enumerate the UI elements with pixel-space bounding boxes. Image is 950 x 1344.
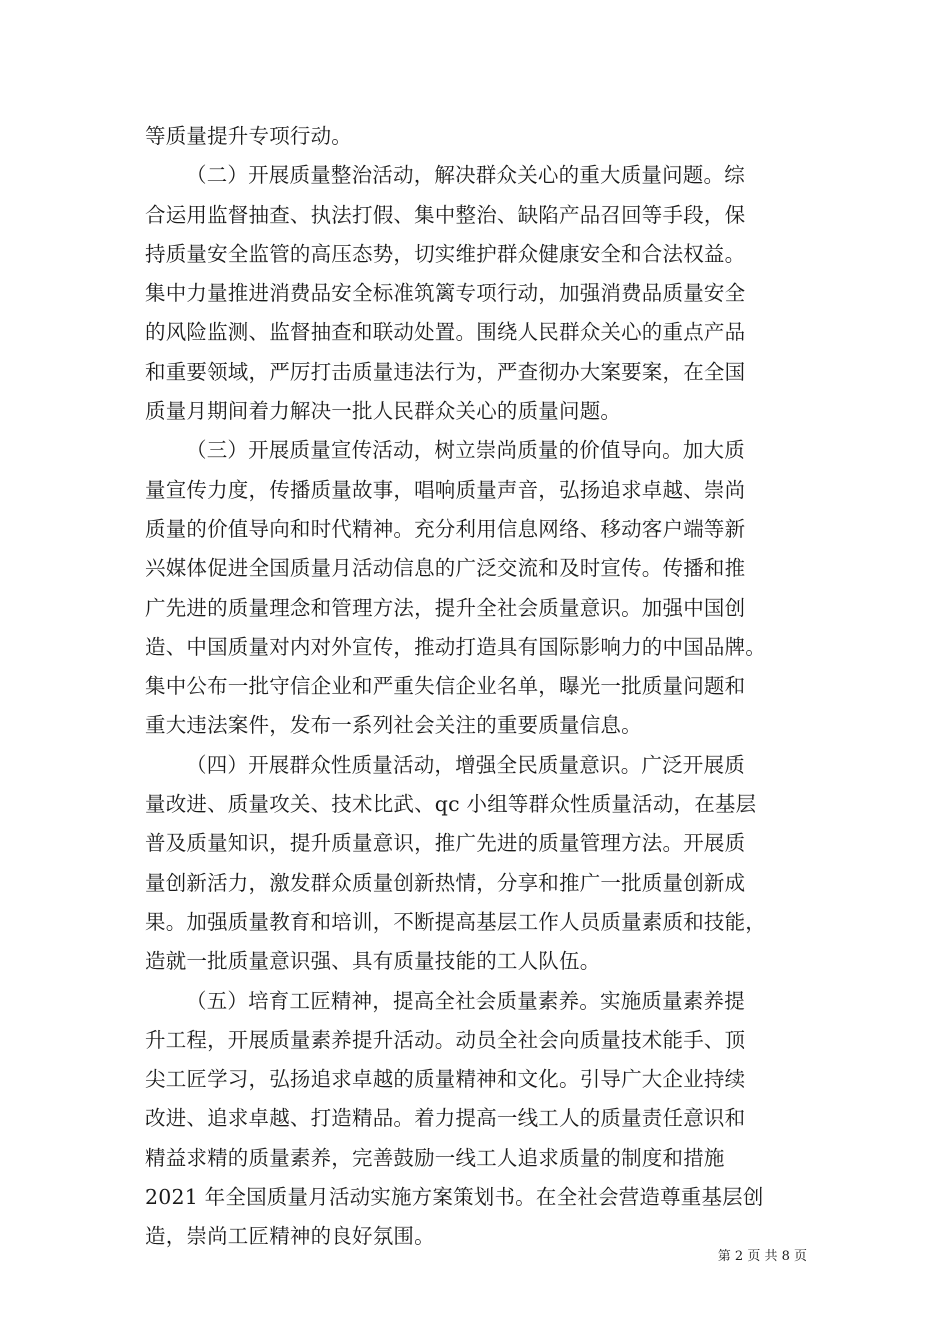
text-line: 2021 年全国质量月活动实施方案策划书。在全社会营造尊重基层创	[145, 1185, 764, 1210]
text-line: 合运用监督抽查、执法打假、集中整治、缺陷产品召回等手段，保	[145, 202, 746, 227]
text-line: 和重要领域，严厉打击质量违法行为，严查彻办大案要案，在全国	[145, 359, 746, 384]
text-line: 量创新活力，激发群众质量创新热情，分享和推广一批质量创新成	[145, 870, 746, 895]
text-line: （三）开展质量宣传活动，树立崇尚质量的价值导向。加大质	[186, 438, 745, 463]
text-line: 集中力量推进消费品安全标准筑篱专项行动，加强消费品质量安全	[145, 281, 746, 306]
text-line: 重大违法案件，发布一系列社会关注的重要质量信息。	[145, 713, 642, 738]
document-body	[145, 117, 813, 1257]
text-line: 升工程，开展质量素养提升活动。动员全社会向质量技术能手、顶	[145, 1027, 746, 1052]
text-line: 质量月期间着力解决一批人民群众关心的质量问题。	[145, 399, 622, 424]
text-line: 的风险监测、监督抽查和联动处置。围绕人民群众关心的重点产品	[145, 320, 746, 345]
text-line: 兴媒体促进全国质量月活动信息的广泛交流和及时宣传。传播和推	[145, 556, 746, 581]
text-line: 等质量提升专项行动。	[145, 124, 352, 148]
text-line: 造、中国质量对内对外宣传，推动打造具有国际影响力的中国品牌。	[145, 634, 766, 659]
text-line: （四）开展群众性质量活动，增强全民质量意识。广泛开展质	[186, 752, 745, 777]
text-line: 精益求精的质量素养，完善鼓励一线工人追求质量的制度和措施	[145, 1145, 725, 1170]
text-line: 造就一批质量意识强、具有质量技能的工人队伍。	[145, 949, 601, 974]
page-number: 第 2 页 共 8 页	[717, 1249, 807, 1264]
text-line: 果。加强质量教育和培训，不断提高基层工作人员质量素质和技能，	[145, 909, 766, 934]
text-line: 质量的价值导向和时代精神。充分利用信息网络、移动客户端等新	[145, 516, 746, 541]
text-line: （二）开展质量整治活动，解决群众关心的重大质量问题。综	[186, 163, 745, 188]
text-line: 量宣传力度，传播质量故事，唱响质量声音，弘扬追求卓越、崇尚	[145, 477, 746, 502]
text-line: 量改进、质量攻关、技术比武、qc 小组等群众性质量活动，在基层	[145, 792, 757, 817]
text-line: 造，崇尚工匠精神的良好氛围。	[145, 1224, 435, 1249]
text-line: （五）培育工匠精神，提高全社会质量素养。实施质量素养提	[186, 988, 745, 1013]
text-line: 持质量安全监管的高压态势，切实维护群众健康安全和合法权益。	[145, 241, 746, 266]
text-line: 改进、追求卓越、打造精品。着力提高一线工人的质量责任意识和	[145, 1106, 746, 1131]
text-line: 广先进的质量理念和管理方法，提升全社会质量意识。加强中国创	[145, 595, 746, 620]
text-line: 集中公布一批守信企业和严重失信企业名单，曝光一批质量问题和	[145, 674, 746, 699]
text-line: 尖工匠学习，弘扬追求卓越的质量精神和文化。引导广大企业持续	[145, 1067, 746, 1092]
text-line: 普及质量知识，提升质量意识，推广先进的质量管理方法。开展质	[145, 831, 746, 856]
